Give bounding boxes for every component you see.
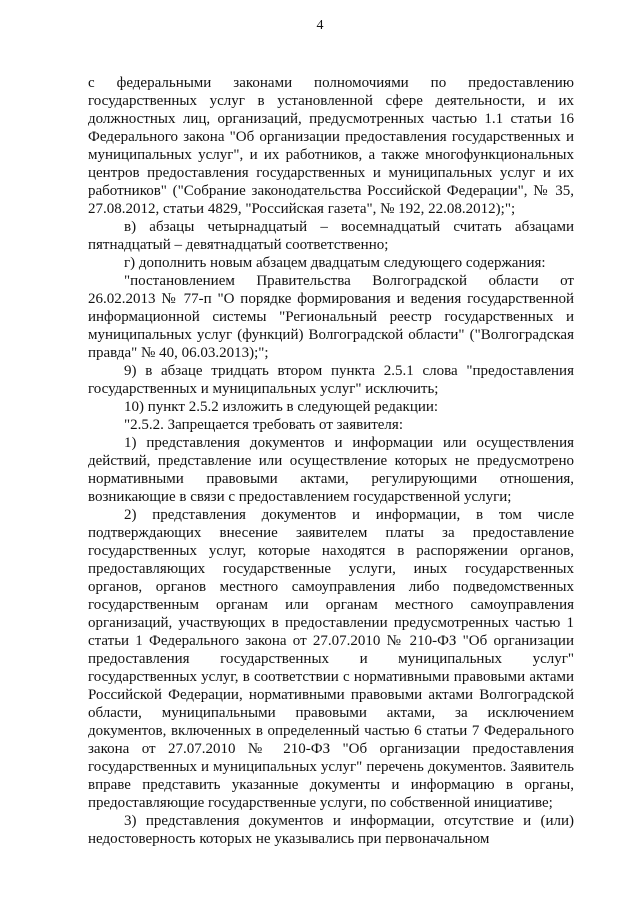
document-body <box>88 74 574 848</box>
paragraph: с федеральными законами полномочиями по предоставлению государственных услуг в установленной сфере деятельности, и их должностных лиц, организаций, предусмотренных частью 1.1 статьи 16 Федерального закона "Об организации предоставления государственных и муниципальных услуг", и их работников, а также многофункциональных центров предоставления государственных и муниципальных услуг и их работников" ("Собрание законодательства Российской Федерации", № 35, 27.08.2012, статьи 4829, "Российская газета", № 192, 22.08.2012);"; <box>88 75 574 217</box>
paragraph: 9) в абзаце тридцать втором пункта 2.5.1 слова "предоставления государственных и муниципальных услуг" исключить; <box>88 363 574 397</box>
paragraph: 10) пункт 2.5.2 изложить в следующей редакции: <box>124 399 439 415</box>
paragraph: 2) представления документов и информации, в том числе подтверждающих внесение заявителем платы за предоставление государственных услуг, которые находятся в распоряжении органов, предоставляющих государственные услуги, иных государственных органов, органов местного самоуправления либо подведомственных государственным органам или органам местного самоуправления организаций, участвующих в предоставлении предусмотренных частью 1 статьи 1 Федерального закона от 27.07.2010 № 210-ФЗ "Об организации предоставления государственных и муниципальных услуг" государственных услуг, в соответствии с нормативными правовыми актами Российской Федерации, нормативными правовыми актами Волгоградской области, муниципальными правовыми актами, за исключением документов, включенных в определенный частью 6 статьи 7 Федерального закона от 27.07.2010 № 210-ФЗ "Об организации предоставления государственных и муниципальных услуг" перечень документов. Заявитель вправе представить указанные документы и информацию в органы, предоставляющие государственные услуги, по собственной инициативе; <box>88 507 574 811</box>
paragraph: г) дополнить новым абзацем двадцатым следующего содержания: <box>124 255 546 271</box>
paragraph: "2.5.2. Запрещается требовать от заявителя: <box>124 417 403 433</box>
paragraph: в) абзацы четырнадцатый – восемнадцатый считать абзацами пятнадцатый – девятнадцатый соответственно; <box>88 219 574 253</box>
paragraph: 1) представления документов и информации или осуществления действий, представление или осуществление которых не предусмотрено нормативными правовыми актами, регулирующими отношения, возникающие в связи с предоставлением государственной услуги; <box>88 435 574 505</box>
page-number: 4 <box>316 18 324 33</box>
paragraph: 3) представления документов и информации, отсутствие и (или) недостоверность которых не указывались при первоначальном <box>88 813 574 847</box>
paragraph: "постановлением Правительства Волгоградской области от 26.02.2013 № 77-п "О порядке формирования и ведения государственной информационной системы "Региональный реестр государственных и муниципальных услуг (функций) Волгоградской области" ("Волгоградская правда" № 40, 06.03.2013);"; <box>88 273 574 361</box>
